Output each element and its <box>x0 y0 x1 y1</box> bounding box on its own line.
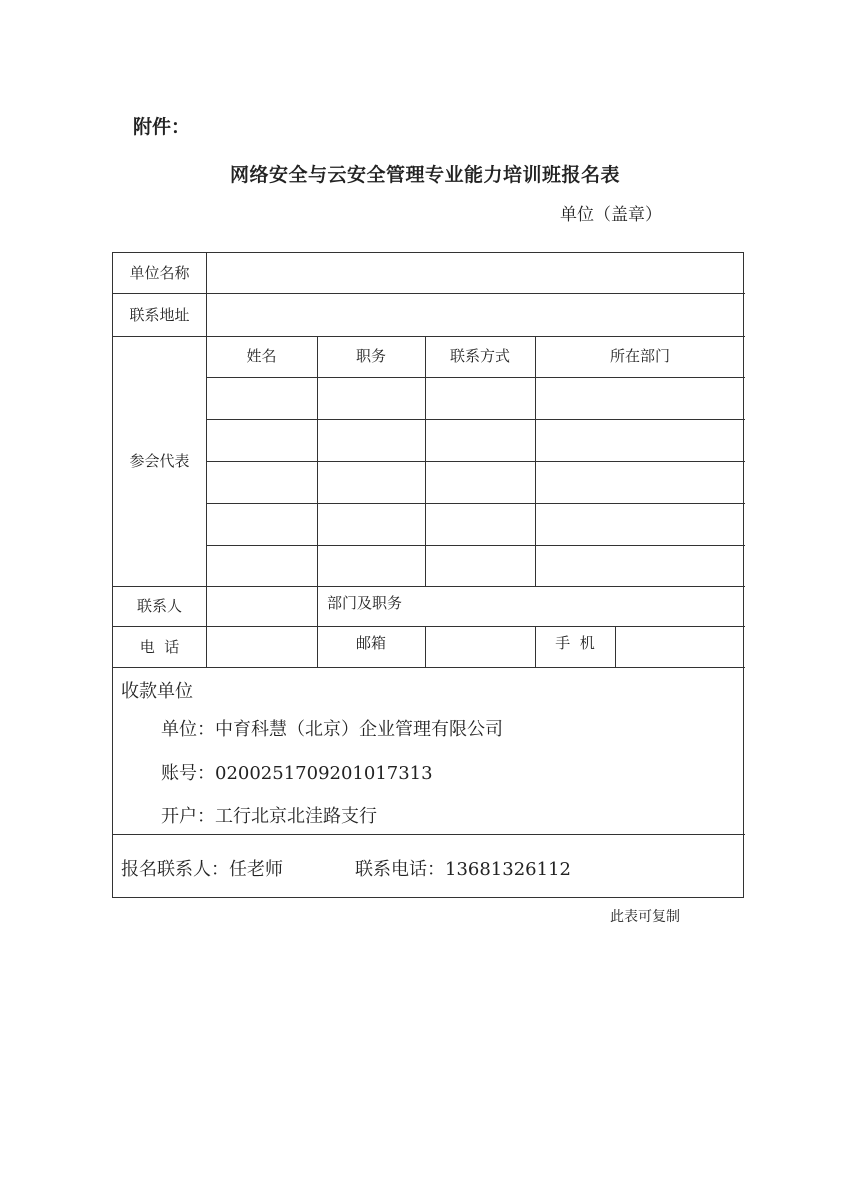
registration-contact: 报名联系人：任老师 <box>121 859 283 880</box>
attachment-label: 附件： <box>133 116 191 138</box>
column-contact: 联系方式 <box>449 347 510 365</box>
column-department: 所在部门 <box>609 347 670 365</box>
contact-person-label: 联系人 <box>136 597 182 615</box>
payment-heading: 收款单位 <box>121 681 193 702</box>
dept-position-label: 部门及职务 <box>327 594 403 612</box>
payment-bank: 开户：工行北京北洼路支行 <box>161 806 377 827</box>
email-label: 邮箱 <box>355 634 386 652</box>
address-label: 联系地址 <box>129 306 190 324</box>
rep-row-4[interactable] <box>207 504 317 545</box>
rep-row-3[interactable] <box>207 462 317 503</box>
payment-account: 账号：0200251709201017313 <box>161 763 433 784</box>
form-title: 网络安全与云安全管理专业能力培训班报名表 <box>229 164 620 186</box>
mobile-label: 手 机 <box>555 634 595 652</box>
representatives-label: 参会代表 <box>129 452 190 470</box>
footer-note: 此表可复制 <box>610 909 680 925</box>
column-name: 姓名 <box>246 347 277 365</box>
registration-form <box>112 252 744 898</box>
rep-row-5[interactable] <box>207 546 317 586</box>
column-position: 职务 <box>355 347 386 365</box>
phone-label: 电 话 <box>139 638 180 656</box>
unit-name-label: 单位名称 <box>129 264 190 282</box>
stamp-label: 单位（盖章） <box>560 205 662 225</box>
rep-row-1[interactable] <box>207 378 317 419</box>
payment-unit: 单位：中育科慧（北京）企业管理有限公司 <box>161 719 503 740</box>
rep-row-2[interactable] <box>207 420 317 461</box>
registration-phone: 联系电话：13681326112 <box>355 859 571 880</box>
